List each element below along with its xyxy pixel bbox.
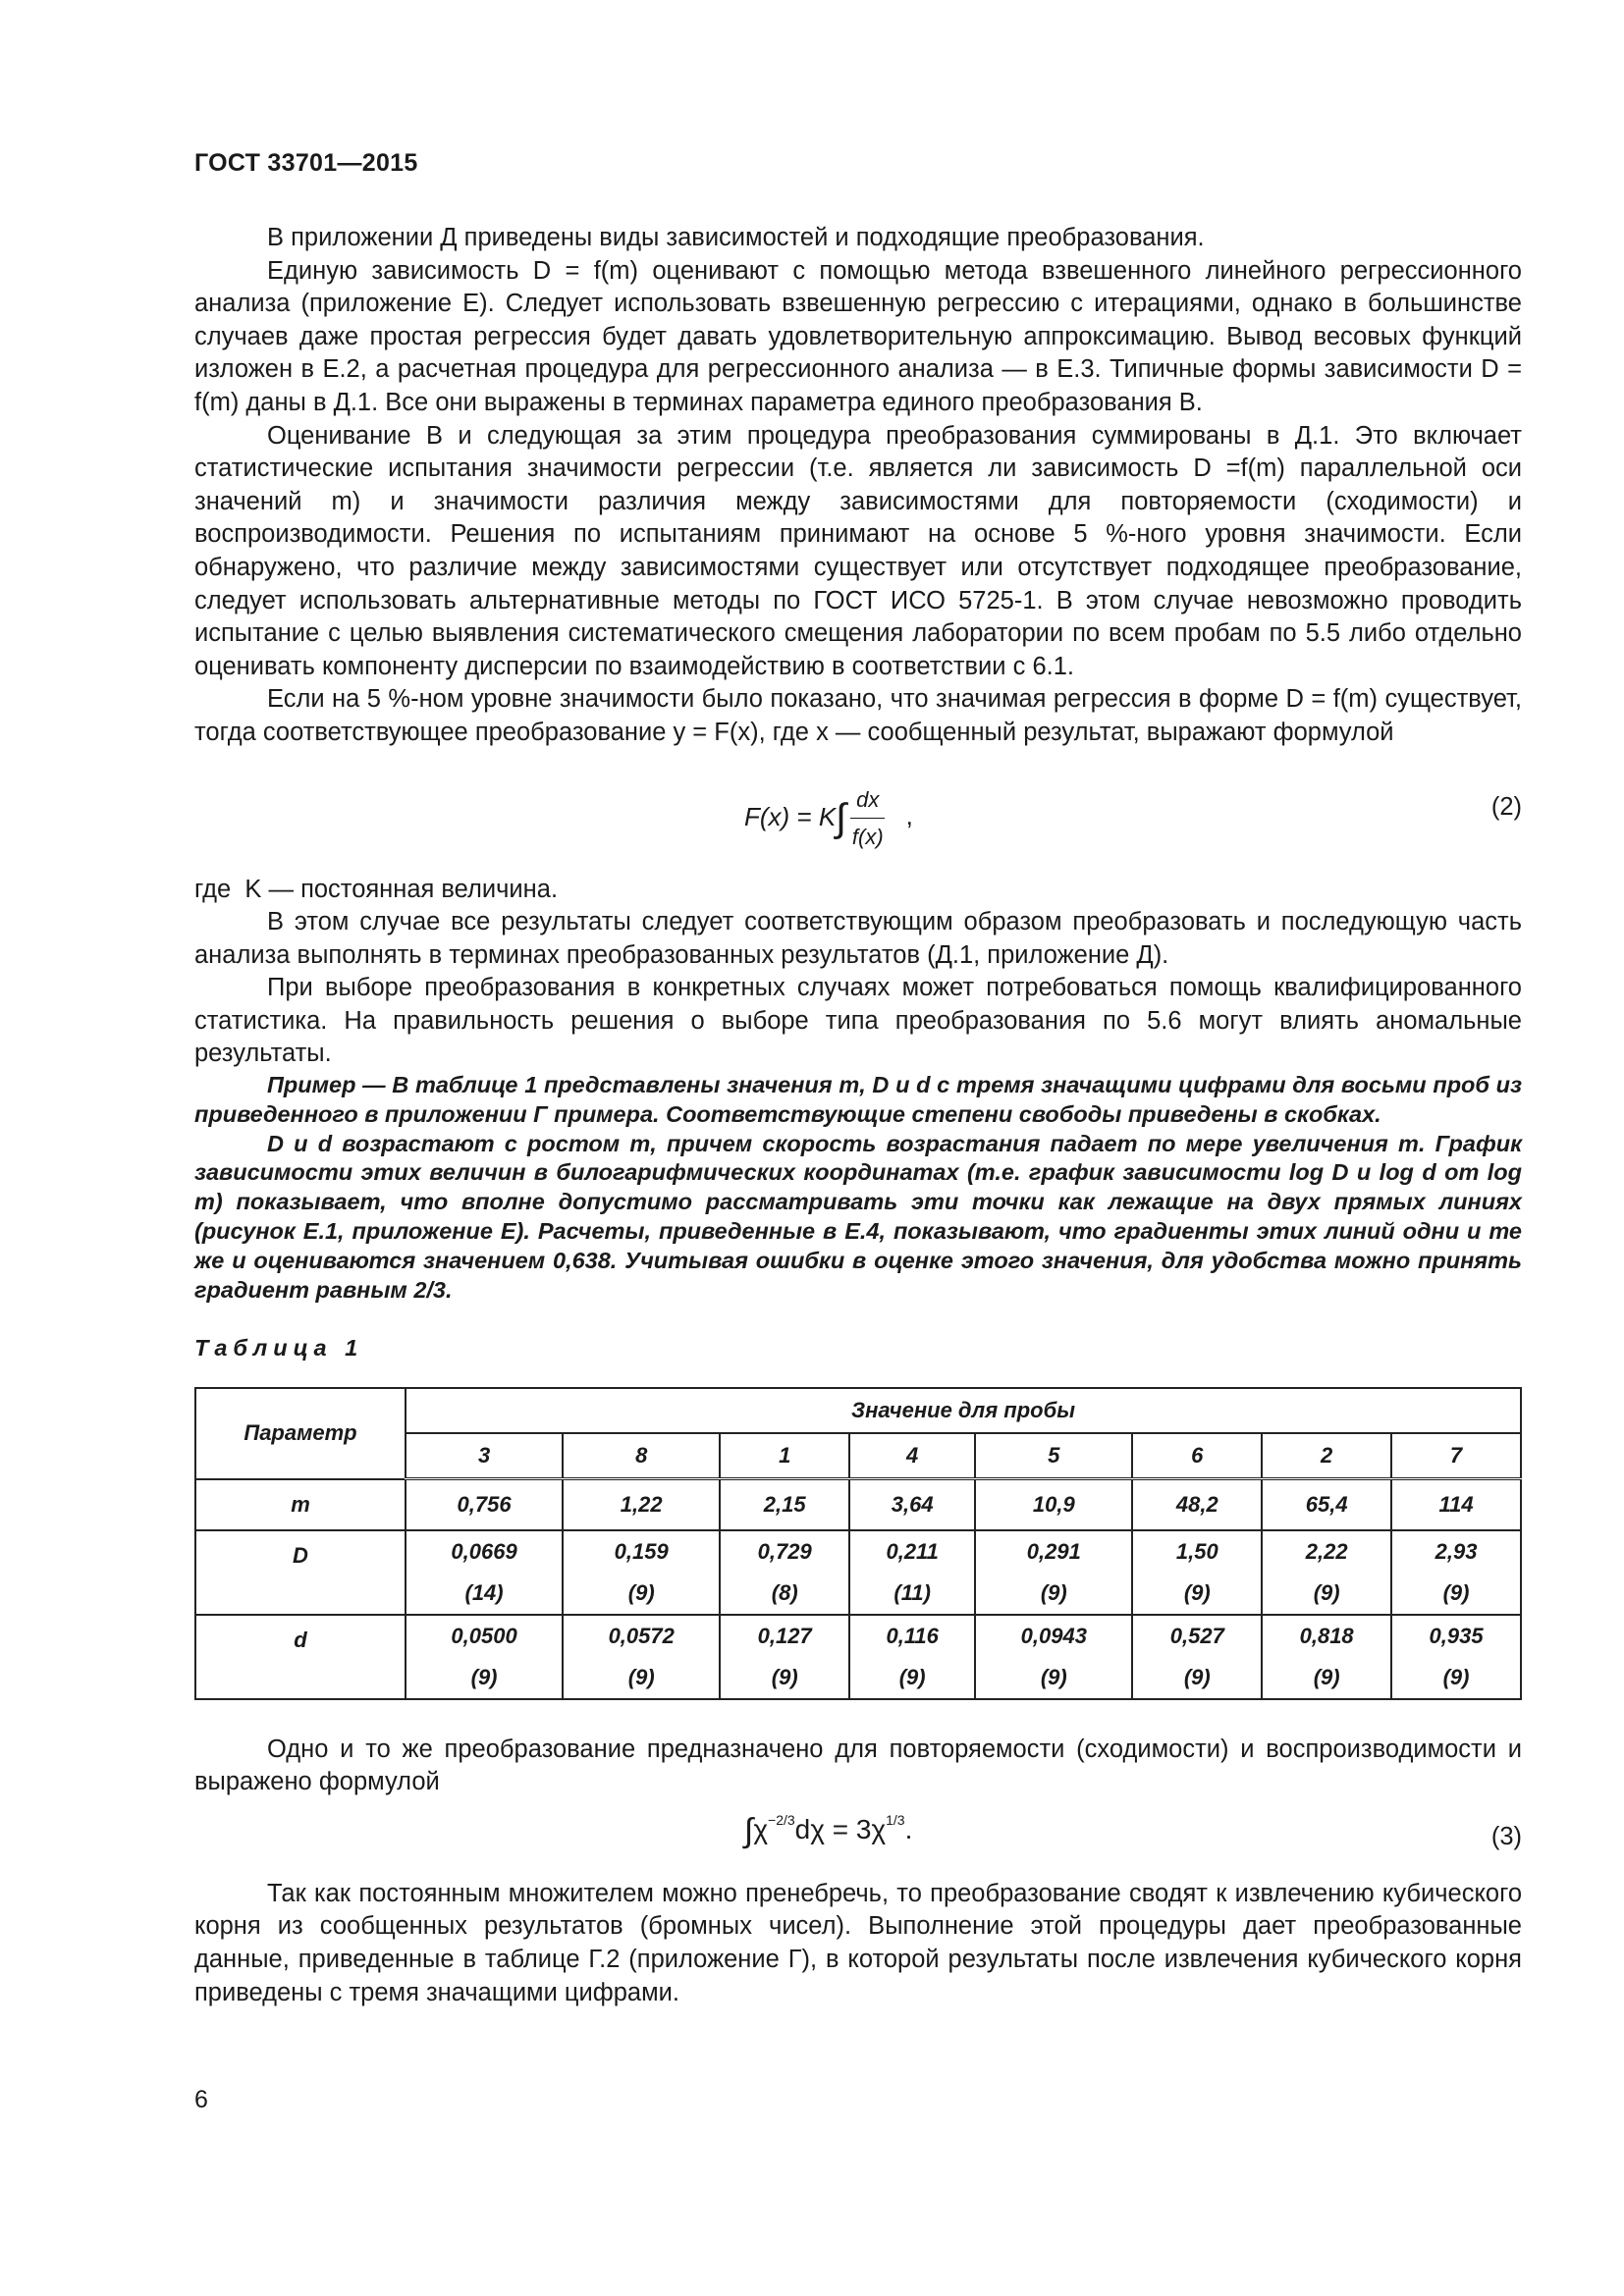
integral-sign: ∫ [744, 1811, 754, 1849]
table-cell-value: 1,50 [1175, 1538, 1218, 1564]
table-cell-dof: (9) [1442, 1579, 1470, 1605]
formula-3-body: dχ = 3χ [794, 1813, 887, 1844]
table-cell-value: 0,127 [757, 1623, 812, 1648]
formula-3-tail: . [904, 1813, 913, 1844]
table-cell-value: 0,291 [1026, 1538, 1081, 1564]
formula-3-number: (3) [1490, 1822, 1522, 1850]
table-cell-value: 0,211 [886, 1538, 939, 1564]
table-caption: Таблица 1 [194, 1335, 364, 1362]
table-group-header: Значение для пробы [406, 1388, 1521, 1433]
table-cell-value: 0,935 [1429, 1623, 1484, 1648]
table-cell-value: 0,527 [1169, 1623, 1224, 1648]
table-cell-value: 0,0669 [451, 1538, 517, 1564]
table-row-label: m [195, 1479, 406, 1530]
paragraph-5: В этом случае все результаты следует соответствующим образом преобразовать и последующую часть анализа выполнять в терминах преобразованных результатов (Д.1, приложение Д). [194, 908, 1522, 969]
formula-3-exponent-1: −2/3 [768, 1811, 795, 1828]
table-cell-dof: (9) [627, 1579, 655, 1605]
formula-2-lhs: F(x) = K [744, 801, 837, 831]
formula-3 [194, 1803, 1522, 1872]
table-cell [1391, 1615, 1521, 1699]
table-cell-value: 0,729 [757, 1538, 812, 1564]
table-row [195, 1530, 1521, 1615]
table-param-header: Параметр [195, 1388, 406, 1479]
paragraph-3: Оценивание B и следующая за этим процедура преобразования суммированы в Д.1. Это включает статистические испытания значимости регрессии (т.е. является ли зависимость D =f(m) параллельной оси значений m) и значимости различия между зависимостями для повторяемости (сходимости) и воспроизводимости. Решения по испытаниям принимают на основе 5 %-ного уровня значимости. Если обнаружено, что различие между зависимостями существует или отсутствует подходящее преобразование, следует использовать альтернативные методы по ГОСТ ИСО 5725-1. В этом случае невозможно проводить испытание с целью выявления систематического смещения лаборатории по всем пробам по 5.5 либо отдельно оценивать компоненту дисперсии по взаимодействию в соответствии с 6.1. [194, 421, 1522, 680]
table-row [195, 1615, 1521, 1699]
paragraph-4: Если на 5 %-ном уровне значимости было показано, что значимая регрессия в форме D = f(m) существует, тогда соответствующее преобразование y = F(x), где x — сообщенный результат, выражают формулой [194, 685, 1522, 746]
table-cell-dof: (9) [1183, 1664, 1211, 1689]
table-cell [1132, 1530, 1262, 1615]
table-cell-dof: (8) [771, 1579, 798, 1605]
table-cell [563, 1615, 720, 1699]
paragraph-7: Одно и то же преобразование предназначено для повторяемости (сходимости) и воспроизводимости и выражено формулой [194, 1735, 1522, 1796]
table-cell-dof: (9) [898, 1664, 926, 1689]
formula-2-number: (2) [1490, 792, 1522, 821]
table-cell-dof: (9) [470, 1664, 498, 1689]
table-cell-value: 0,0572 [608, 1623, 675, 1648]
table-cell-value: 0,116 [886, 1623, 939, 1648]
table-cell-value: 0,0943 [1020, 1623, 1087, 1648]
paragraph-1: В приложении Д приведены виды зависимостей и подходящие преобразования. [267, 224, 1205, 251]
where-clause: где K — постоянная величина. [194, 875, 559, 903]
table-cell: 2,15 [720, 1479, 849, 1530]
table-cell [975, 1615, 1132, 1699]
table-cell-value: 0,0500 [451, 1623, 517, 1648]
table-cell-dof: (9) [1040, 1579, 1067, 1605]
table-cell-dof: (9) [771, 1664, 798, 1689]
table-cell: 114 [1391, 1479, 1521, 1530]
table-cell [849, 1530, 975, 1615]
table-sample-header: 8 [563, 1433, 720, 1479]
table-sample-header: 6 [1132, 1433, 1262, 1479]
table-cell-value: 2,93 [1435, 1538, 1478, 1564]
table-cell [563, 1530, 720, 1615]
table-cell-dof: (9) [1313, 1664, 1340, 1689]
table-cell: 48,2 [1132, 1479, 1262, 1530]
table-sample-header: 7 [1391, 1433, 1521, 1479]
table-cell: 1,22 [563, 1479, 720, 1530]
table-cell [406, 1530, 563, 1615]
table-row [195, 1479, 1521, 1530]
paragraph-6: При выборе преобразования в конкретных случаях может потребоваться помощь квалифицированного статистика. На правильность решения о выборе типа преобразования по 5.6 могут влиять аномальные результаты. [194, 974, 1522, 1068]
table-cell [720, 1615, 849, 1699]
example-paragraph-2: D и d возрастают с ростом m, причем скорость возрастания падает по мере увеличения m. График зависимости этих величин в билогарифмических координатах (т.е. график зависимости log D и log d от log m) показывает, что вполне допустимо рассматривать эти точки как лежащие на двух прямых линиях (рисунок Е.1, приложение Е). Расчеты, приведенные в Е.4, показывают, что градиенты этих линий одни и те же и оцениваются значением 0,638. Учитывая ошибки в оценке этого значения, для удобства можно принять градиент равным 2/3. [194, 1130, 1522, 1303]
table-cell-dof: (9) [627, 1664, 655, 1689]
table-cell-dof: (11) [893, 1579, 931, 1605]
table-cell [849, 1615, 975, 1699]
table-cell: 65,4 [1262, 1479, 1391, 1530]
table-cell: 3,64 [849, 1479, 975, 1530]
formula-2-numerator: dx [850, 783, 885, 820]
example-paragraph-1: Пример — В таблице 1 представлены значения m, D и d с тремя значащими цифрами для восьми проб из приведенного в приложении Г примера. Соответствующие степени свободы приведены в скобках. [194, 1072, 1522, 1127]
table-cell-dof: (9) [1040, 1664, 1067, 1689]
data-table [194, 1387, 1522, 1700]
table-cell [720, 1530, 849, 1615]
table-cell-dof: (9) [1442, 1664, 1470, 1689]
table-cell-dof: (14) [464, 1579, 504, 1605]
paragraph-8: Так как постоянным множителем можно пренебречь, то преобразование сводят к извлечению кубического корня из сообщенных результатов (бромных чисел). Выполнение этой процедуры дает преобразованные данные, приведенные в таблице Г.2 (приложение Г), в которой результаты после извлечения кубического корня приведены с тремя значащими цифрами. [194, 1879, 1522, 2006]
table-sample-header: 4 [849, 1433, 975, 1479]
formula-3-chi: χ [753, 1813, 769, 1844]
table-sample-header: 2 [1262, 1433, 1391, 1479]
table-sample-header: 5 [975, 1433, 1132, 1479]
table-cell-dof: (9) [1313, 1579, 1340, 1605]
page-number: 6 [194, 2086, 208, 2113]
table-cell-value: 0,159 [614, 1538, 669, 1564]
table-cell [1391, 1530, 1521, 1615]
table-sample-header: 3 [406, 1433, 563, 1479]
table-cell-value: 0,818 [1299, 1623, 1354, 1648]
table-row-label: d [195, 1615, 406, 1699]
table-sample-header: 1 [720, 1433, 849, 1479]
paragraph-2: Единую зависимость D = f(m) оценивают с помощью метода взвешенного линейного регрессионного анализа (приложение Е). Следует использовать взвешенную регрессию с итерациями, однако в большинстве случаев даже простая регрессия будет давать удовлетворительную аппроксимацию. Вывод весовых функций изложен в Е.2, а расчетная процедура для регрессионного анализа — в Е.3. Типичные формы зависимости D = f(m) даны в Д.1. Все они выражены в терминах параметра единого преобразования B. [194, 256, 1522, 416]
table-cell: 10,9 [975, 1479, 1132, 1530]
table-cell [975, 1530, 1132, 1615]
formula-3-exponent-2: 1/3 [886, 1811, 905, 1828]
table-cell-value: 2,22 [1305, 1538, 1348, 1564]
formula-2-denominator: f(x) [851, 825, 884, 850]
document-header: ГОСТ 33701—2015 [194, 149, 418, 177]
formula-2 [194, 764, 1522, 862]
table-cell: 0,756 [406, 1479, 563, 1530]
integral-sign: ∫ [836, 795, 847, 839]
formula-2-tail: , [905, 801, 913, 831]
table-cell-dof: (9) [1183, 1579, 1211, 1605]
table-cell [406, 1615, 563, 1699]
table-row-label: D [195, 1530, 406, 1615]
table-cell [1132, 1615, 1262, 1699]
table-cell [1262, 1615, 1391, 1699]
document-body [194, 222, 1522, 2009]
table-cell [1262, 1530, 1391, 1615]
formula-2-fraction [850, 783, 885, 854]
